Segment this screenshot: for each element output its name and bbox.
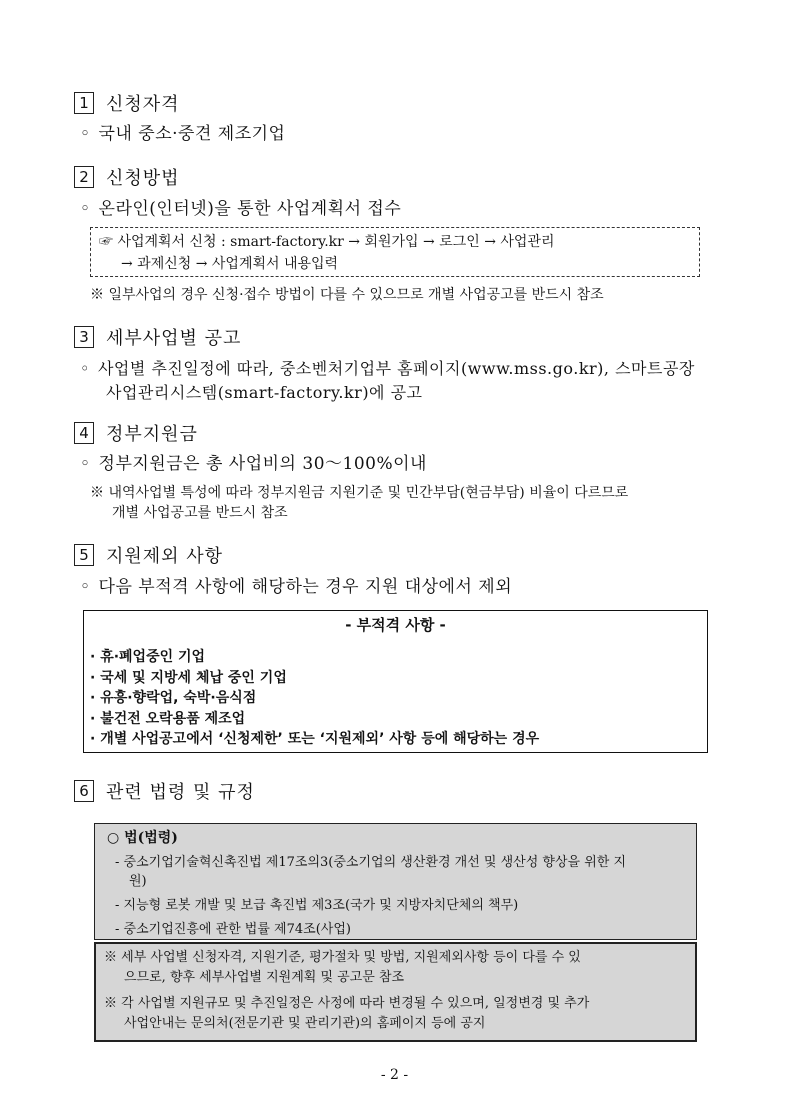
section-number: 2 bbox=[74, 166, 94, 188]
notice-box bbox=[94, 942, 697, 1042]
steps-line: ☞ 사업계획서 신청 : smart-factory.kr → 회원가입 → 로그인 → 사업관리 bbox=[99, 234, 555, 250]
bullet-item: ◦ 온라인(인터넷)을 통한 사업계획서 접수 bbox=[80, 199, 402, 219]
notice-item: ※ 각 사업별 지원규모 및 추진일정은 사정에 따라 변경될 수 있으며, 일정변경 및 추가 사업안내는 문의처(전문기관 및 관리기관)의 홈페이지 등에 공지 bbox=[104, 996, 590, 1031]
bullet-item: ◦ 다음 부적격 사항에 해당하는 경우 지원 대상에서 제외 bbox=[80, 577, 513, 597]
law-header: ○ 법(법령) bbox=[107, 830, 178, 846]
section-title: 세부사업별 공고 bbox=[106, 328, 242, 349]
section-title: 신청자격 bbox=[106, 94, 180, 115]
section-6-heading bbox=[74, 778, 255, 804]
section-5-heading bbox=[74, 542, 223, 568]
law-box bbox=[94, 823, 697, 940]
section-3-heading bbox=[74, 324, 241, 350]
section-title: 지원제외 사항 bbox=[106, 546, 224, 567]
law-item: - 지능형 로봇 개발 및 보급 촉진법 제3조(국가 및 지방자치단체의 책무) bbox=[115, 898, 519, 913]
notice-item: ※ 세부 사업별 신청자격, 지원기준, 평가절차 및 방법, 지원제외사항 등이 다를 수 있 으므로, 향후 세부사업별 지원계획 및 공고문 참조 bbox=[104, 950, 581, 985]
list-item: · 국세 및 지방세 체납 중인 기업 bbox=[90, 669, 287, 686]
law-item: 원) bbox=[129, 874, 147, 889]
section-number: 6 bbox=[74, 780, 94, 802]
bullet-item: ◦ 국내 중소·중견 제조기업 bbox=[80, 124, 286, 144]
note: ※ 일부사업의 경우 신청·접수 방법이 다를 수 있으므로 개별 사업공고를 반드시 참조 bbox=[90, 287, 604, 303]
section-number: 3 bbox=[74, 326, 94, 348]
section-number: 5 bbox=[74, 544, 94, 566]
bullet-item: ◦ 사업별 추진일정에 따라, 중소벤처기업부 홈페이지(www.mss.go.kr), 스마트공장 사업관리시스템(smart-factory.kr)에 공고 bbox=[80, 359, 695, 402]
section-title: 정부지원금 bbox=[106, 424, 198, 445]
page-number: - 2 - bbox=[380, 1067, 409, 1083]
steps-line: → 과제신청 → 사업계획서 내용입력 bbox=[121, 256, 339, 272]
section-number: 1 bbox=[74, 92, 94, 114]
list-item: · 유흥·향락업, 숙박·음식점 bbox=[90, 690, 257, 706]
list-item: · 개별 사업공고에서 ‘신청제한’ 또는 ‘지원제외’ 사항 등에 해당하는 경우 bbox=[90, 731, 540, 747]
section-2-heading bbox=[74, 164, 180, 190]
law-item: - 중소기업진흥에 관한 법률 제74조(사업) bbox=[115, 922, 351, 937]
law-list bbox=[95, 847, 696, 939]
box-title: - 부적격 사항 - bbox=[345, 616, 446, 634]
note: ※ 내역사업별 특성에 따라 정부지원금 지원기준 및 민간부담(현금부담) 비율이 다르므로 개별 사업공고를 반드시 참조 bbox=[90, 485, 629, 521]
section-number: 4 bbox=[74, 422, 94, 444]
list-item: · 휴·폐업중인 기업 bbox=[90, 649, 206, 665]
list-item: · 불건전 오락용품 제조업 bbox=[90, 710, 246, 727]
section-1-heading bbox=[74, 90, 180, 116]
law-item: - 중소기업기술혁신촉진법 제17조의3(중소기업의 생산환경 개선 및 생산성 향상을 위한 지 bbox=[115, 855, 626, 870]
application-steps-box bbox=[90, 227, 700, 277]
ineligible-box bbox=[83, 610, 708, 753]
section-title: 신청방법 bbox=[106, 168, 180, 189]
section-title: 관련 법령 및 규정 bbox=[106, 782, 255, 803]
ineligible-list bbox=[84, 647, 707, 750]
section-4-heading bbox=[74, 420, 198, 446]
bullet-item: ◦ 정부지원금은 총 사업비의 30～100%이내 bbox=[80, 454, 427, 474]
